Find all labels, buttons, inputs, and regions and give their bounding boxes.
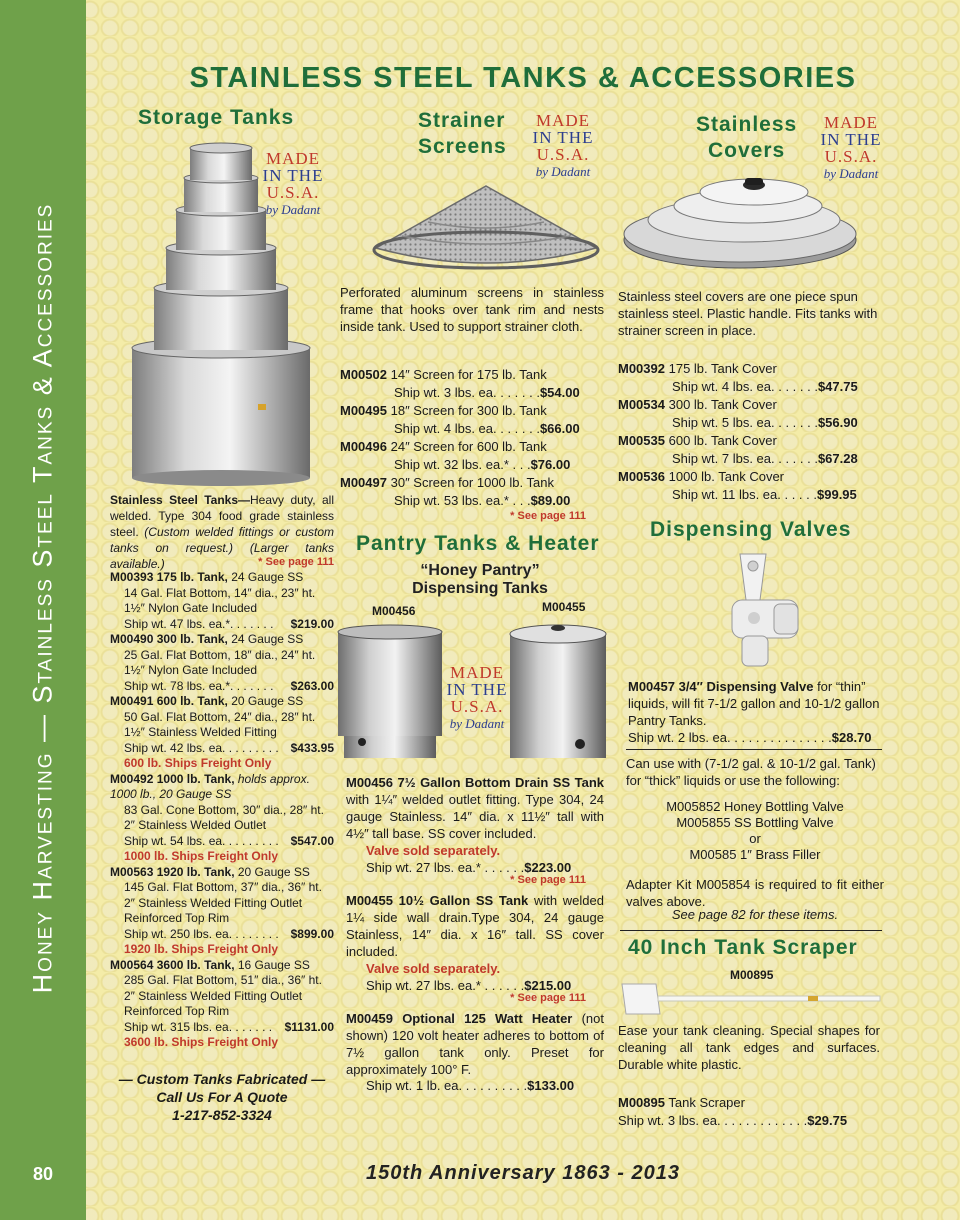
scraper-ship-m00895: Ship wt. 3 lbs. ea. . . . . . . . . . . . .$29.75 [618, 1113, 848, 1128]
adapter-kit-note: Adapter Kit M005854 is required to fit either valves above. [626, 877, 884, 909]
made-in-usa-badge: MADE IN THE U.S.A. by Dadant [446, 663, 508, 731]
pantry-subheading: “Honey Pantry” Dispensing Tanks [412, 562, 548, 597]
scraper-description: Ease your tank cleaning. Special shapes for cleaning all tank edges and surfaces. Durable white plastic. [618, 1023, 880, 1072]
pantry-ship-m00459: Ship wt. 1 lb. ea. . . . . . . . . .$133.00 [366, 1078, 575, 1093]
made-in-usa-badge: MADE IN THE U.S.A. by Dadant [820, 113, 882, 181]
strainer-heading: Strainer Screens [418, 109, 507, 158]
pantry-item-m00459: M00459 Optional 125 Watt Heater (not shown) 120 volt heater adheres to bottom of 7½ gallon tank only. Preset for approximately 100° F. [346, 1011, 604, 1077]
covers-item: M00535 600 lb. Tank Cover Ship wt. 7 lbs. ea. . . . . . .$67.28 [618, 433, 858, 466]
valve-alternative: M005855 SS Bottling Valve [676, 815, 834, 830]
valve-alternatives-list [626, 799, 884, 863]
storage-tank-item: M00492 1000 lb. Tank, holds approx. 1000 lb., 20 Gauge SS 83 Gal. Cone Bottom, 30″ dia., 28″ ht. 2″ Stainless Welded Outlet Ship wt. 54 lbs. ea. . . . . . . . . $547.00 1000 lb. Ships Freight Only [110, 771, 334, 863]
valves-divider [626, 749, 882, 750]
valves-see-page: See page 82 for these items. [671, 907, 839, 922]
storage-tank-item: M00491 600 lb. Tank, 20 Gauge SS 50 Gal. Flat Bottom, 24″ dia., 28″ ht. 1½″ Stainless Welded Fitting Ship wt. 42 lbs. ea. . . . . . . . . $433.95 600 lb. Ships Freight Only [110, 694, 334, 770]
made-in-usa-badge: MADE IN THE U.S.A. by Dadant [532, 111, 594, 179]
covers-item: M00534 300 lb. Tank Cover Ship wt. 5 lbs. ea. . . . . . .$56.90 [618, 397, 858, 430]
pantry-see-page: * See page 111 [510, 874, 586, 886]
storage-tanks-image [128, 130, 314, 486]
valves-heading: Dispensing Valves [650, 518, 852, 541]
storage-see-page: * See page 111 [258, 556, 334, 568]
sidebar-title: Honey Harvesting — Stainless Steel Tanks & Accessories [27, 202, 58, 994]
tank-scraper-image [620, 980, 884, 1018]
pantry-see-page: * See page 111 [510, 992, 586, 1004]
valve-alternative: or [749, 831, 761, 846]
valve-item-m00457: M00457 3/4″ Dispensing Valve for “thin” liquids, will fit 7-1/2 gallon and 10-1/2 gallon Pantry Tanks. [628, 679, 880, 728]
storage-tank-item: M00563 1920 lb. Tank, 20 Gauge SS 145 Gal. Flat Bottom, 37″ dia., 36″ ht. 2″ Stainless Welded Fitting Outlet Reinforced Top Rim Ship wt. 250 lbs. ea. . . . . . . . $899.00 1920 lb. Ships Freight Only [110, 864, 334, 956]
pantry-item-m00455: M00455 10½ Gallon SS Tank with welded 1¼ side wall drain.Type 304, 24 gauge Stainless, 14″ dia. x 16″ tall. SS cover included. [346, 893, 604, 959]
pantry-label-right: M00455 [542, 600, 586, 614]
made-in-usa-badge: MADE IN THE U.S.A. by Dadant [262, 149, 324, 217]
covers-price-list [618, 360, 880, 504]
pantry-ship-m00455: Ship wt. 27 lbs. ea.* . . . . . .$215.00 [366, 978, 572, 993]
covers-item: M00392 175 lb. Tank Cover Ship wt. 4 lbs. ea. . . . . . .$47.75 [618, 361, 858, 394]
pantry-label-left: M00456 [372, 604, 416, 618]
strainer-item: M00496 24″ Screen for 600 lb. Tank Ship wt. 32 lbs. ea.* . . .$76.00 [340, 439, 571, 472]
pantry-ship-m00456: Ship wt. 27 lbs. ea.* . . . . . .$223.00 [366, 860, 572, 875]
pantry-heading: Pantry Tanks & Heater [356, 532, 600, 555]
covers-item: M00536 1000 lb. Tank Cover Ship wt. 11 lbs. ea. . . . . .$99.95 [618, 469, 857, 502]
page-number: 80 [32, 1164, 54, 1184]
strainer-price-list [340, 366, 604, 510]
strainer-see-page: * See page 111 [510, 510, 586, 522]
strainer-item: M00495 18″ Screen for 300 lb. Tank Ship wt. 4 lbs. ea. . . . . . .$66.00 [340, 403, 580, 436]
dispensing-valve-image [726, 548, 806, 672]
scraper-item-m00895: M00895 Tank Scraper [618, 1095, 745, 1110]
covers-heading: Stainless Covers [696, 113, 798, 162]
strainer-item: M00502 14″ Screen for 175 lb. Tank Ship wt. 3 lbs. ea. . . . . . .$54.00 [340, 367, 580, 400]
custom-tanks-note: — Custom Tanks Fabricated — Call Us For A Quote 1-217-852-3324 [118, 1071, 326, 1123]
valve-sold-separately: Valve sold separately. [366, 961, 501, 976]
storage-tank-list [110, 570, 334, 1051]
stainless-covers-image [620, 170, 860, 272]
storage-tank-item: M00393 175 lb. Tank, 24 Gauge SS 14 Gal. Flat Bottom, 14″ dia., 23″ ht. 1½″ Nylon Gate Included Ship wt. 47 lbs. ea.*. . . . . . . $219.00 [110, 570, 334, 631]
valve-alternative: M00585 1″ Brass Filler [689, 847, 821, 862]
strainer-screen-image [368, 182, 604, 274]
storage-heading: Storage Tanks [138, 106, 295, 129]
pantry-item-m00456: M00456 7½ Gallon Bottom Drain SS Tank with 1¼″ welded outlet fitting. Type 304, 24 gauge Stainless. 14″ dia. x 11½″ tall with 4½″ tall base. SS cover included. [346, 775, 604, 841]
valve-alternative: M005852 Honey Bottling Valve [666, 799, 844, 814]
scraper-divider [620, 930, 882, 931]
strainer-description: Perforated aluminum screens in stainless frame that hooks over tank rim and nests inside tank. Used to support strainer cloth. [340, 285, 604, 334]
valve-sold-separately: Valve sold separately. [366, 843, 501, 858]
valve-ship-m00457: Ship wt. 2 lbs. ea. . . . . . . . . . . . . . .$28.70 [628, 730, 872, 745]
sidebar [0, 0, 86, 1220]
valve-use-text: Can use with (7-1/2 gal. & 10-1/2 gal. Tank) for “thick” liquids or use the following: [626, 756, 876, 788]
storage-tank-item: M00490 300 lb. Tank, 24 Gauge SS 25 Gal. Flat Bottom, 18″ dia., 24″ ht. 1½″ Nylon Gate Included Ship wt. 78 lbs. ea.*. . . . . . . $263.00 [110, 632, 334, 693]
scraper-label: M00895 [730, 968, 774, 982]
covers-description: Stainless steel covers are one piece spun stainless steel. Plastic handle. Fits tanks with strainer screen in place. [618, 289, 878, 338]
strainer-item: M00497 30″ Screen for 1000 lb. Tank Ship wt. 53 lbs. ea.* . . .$89.00 [340, 475, 571, 508]
page-title: STAINLESS STEEL TANKS & ACCESSORIES [189, 62, 857, 94]
storage-tank-item: M00564 3600 lb. Tank, 16 Gauge SS 285 Gal. Flat Bottom, 51″ dia., 36″ ht. 2″ Stainless Welded Fitting Outlet Reinforced Top Rim Ship wt. 315 lbs. ea. . . . . . . $1131.00 3600 lb. Ships Freight Only [110, 957, 334, 1049]
storage-intro: Stainless Steel Tanks—Heavy duty, all welded. Type 304 food grade stainless steel. (Custom welded fittings or custom tanks on request.) (Larger tanks available.) [110, 493, 335, 571]
page-footer: 150th Anniversary 1863 - 2013 [366, 1162, 680, 1184]
scraper-heading: 40 Inch Tank Scraper [628, 936, 858, 959]
